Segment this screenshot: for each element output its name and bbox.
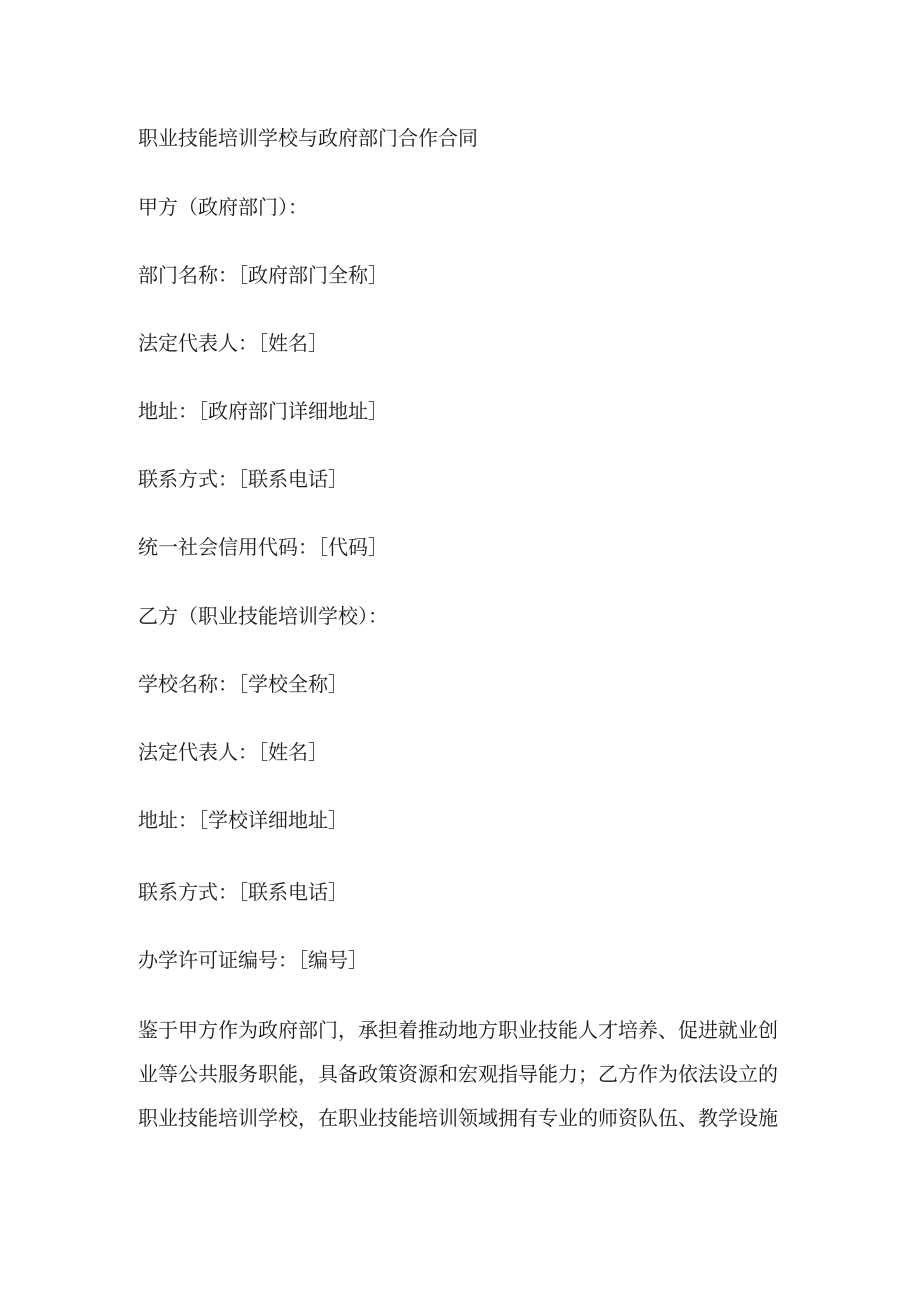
preamble-line: 鉴于甲方作为政府部门，承担着推动地方职业技能人才培养、促进就业创 xyxy=(138,1018,778,1042)
party-b-representative: 法定代表人：［姓名］ xyxy=(138,740,328,764)
party-a-address: 地址：［政府部门详细地址］ xyxy=(138,399,388,423)
document-title: 职业技能培训学校与政府部门合作合同 xyxy=(138,126,478,150)
party-a-representative: 法定代表人：［姓名］ xyxy=(138,331,328,355)
preamble-line: 业等公共服务职能，具备政策资源和宏观指导能力；乙方作为依法设立的 xyxy=(138,1062,778,1086)
party-b-license: 办学许可证编号：［编号］ xyxy=(138,948,368,972)
party-b-contact: 联系方式：［联系电话］ xyxy=(138,880,348,904)
preamble-paragraph xyxy=(138,1008,786,1140)
party-a-credit-code: 统一社会信用代码：［代码］ xyxy=(138,535,388,559)
preamble-line: 职业技能培训学校，在职业技能培训领域拥有专业的师资队伍、教学设施 xyxy=(138,1106,778,1130)
party-a-contact: 联系方式：［联系电话］ xyxy=(138,467,348,491)
party-a-heading: 甲方（政府部门）： xyxy=(138,195,308,219)
party-a-name: 部门名称：［政府部门全称］ xyxy=(138,263,388,287)
party-b-heading: 乙方（职业技能培训学校）： xyxy=(138,604,388,628)
party-b-address: 地址：［学校详细地址］ xyxy=(138,808,348,832)
party-b-name: 学校名称：［学校全称］ xyxy=(138,672,348,696)
